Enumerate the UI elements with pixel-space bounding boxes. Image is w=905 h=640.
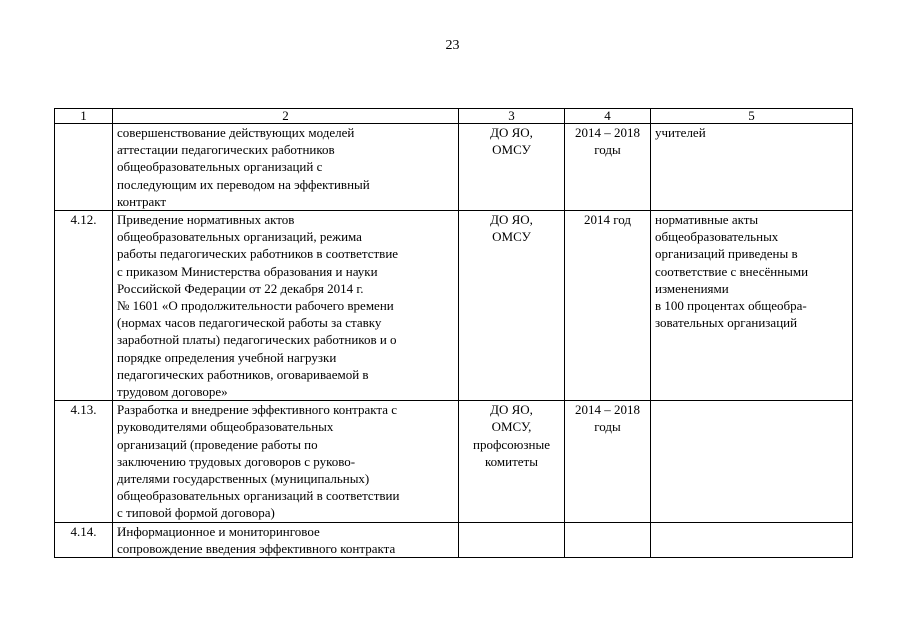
period-cell [565, 124, 651, 211]
cell-text-line: заработной платы) педагогических работников и о [117, 332, 397, 348]
cell-text-line: совершенствование действующих моделей [117, 125, 355, 140]
period-cell [565, 401, 651, 522]
cell-text-line: заключению трудовых договоров с руково- [117, 453, 356, 469]
cell-text-line: 2014 год [584, 212, 631, 228]
table-row [55, 211, 853, 401]
cell-text-line: ОМСУ [492, 142, 531, 158]
cell-text-line: ДО ЯО, [490, 125, 533, 140]
cell-text-line: с приказом Министерства образования и науки [117, 263, 378, 279]
cell-text-line: контракт [117, 193, 167, 209]
measures-table [54, 108, 853, 558]
result-cell [651, 522, 853, 557]
page-number: 23 [445, 38, 460, 53]
cell-text-line: № 1601 «О продолжительности рабочего времени [117, 298, 394, 314]
activity-cell [113, 124, 459, 211]
cell-text-line: нормативные акты [655, 212, 759, 228]
cell-text-line: дителями государственных (муниципальных) [117, 471, 370, 487]
cell-text-line: учителей [655, 125, 706, 140]
cell-text-line: ОМСУ, [491, 419, 532, 435]
cell-text-line: в 100 процентах общеобра- [655, 298, 807, 314]
executor-cell [459, 401, 565, 522]
table-row [55, 522, 853, 557]
cell-text-line: сопровождение введения эффективного контракта [117, 540, 396, 556]
cell-text-line: ДО ЯО, [490, 212, 533, 228]
row-number-cell [55, 124, 113, 211]
table-row [55, 401, 853, 522]
cell-text-line: зовательных организаций [655, 315, 798, 331]
header-cell-result: 5 [651, 109, 853, 124]
cell-text-line: организаций приведены в [655, 246, 798, 262]
period-cell [565, 522, 651, 557]
header-cell-executor: 3 [459, 109, 565, 124]
cell-text-line: порядке определения учебной нагрузки [117, 349, 337, 365]
cell-text-line: Информационное и мониторинговое [117, 523, 320, 539]
cell-text-line: комитеты [485, 453, 538, 469]
cell-text-line: (нормах часов педагогической работы за ставку [117, 315, 382, 331]
cell-text-line: последующим их переводом на эффективный [117, 176, 370, 192]
period-cell [565, 211, 651, 401]
cell-text-line: организаций (проведение работы по [117, 436, 318, 452]
cell-text-line: Разработка и внедрение эффективного контракта с [117, 402, 398, 418]
header-cell-period: 4 [565, 109, 651, 124]
cell-text-line: профсоюзные [473, 436, 550, 452]
cell-text-line: трудовом договоре» [117, 384, 228, 400]
cell-text-line: годы [594, 142, 621, 158]
activity-cell [113, 211, 459, 401]
cell-text-line: общеобразовательных организаций, режима [117, 229, 362, 245]
cell-text-line: общеобразовательных [655, 229, 779, 245]
cell-text-line: ОМСУ [492, 229, 531, 245]
row-number-cell: 4.13. [55, 401, 113, 522]
cell-text-line: ДО ЯО, [490, 402, 533, 418]
executor-cell [459, 211, 565, 401]
table-row [55, 124, 853, 211]
activity-cell [113, 401, 459, 522]
cell-text-line: руководителями общеобразовательных [117, 419, 334, 435]
cell-text-line: педагогических работников, оговариваемой в [117, 366, 369, 382]
cell-text-line: соответствие с внесёнными [655, 263, 809, 279]
row-number-cell: 4.12. [55, 211, 113, 401]
executor-cell [459, 124, 565, 211]
cell-text-line: аттестации педагогических работников [117, 142, 335, 158]
cell-text-line: работы педагогических работников в соответствие [117, 246, 399, 262]
result-cell [651, 124, 853, 211]
result-cell [651, 211, 853, 401]
cell-text-line: с типовой формой договора) [117, 505, 275, 521]
result-cell [651, 401, 853, 522]
cell-text-line: общеобразовательных организаций в соответствии [117, 488, 400, 504]
cell-text-line: 2014 – 2018 [575, 402, 640, 418]
row-number-cell: 4.14. [55, 522, 113, 557]
table-header-row [55, 109, 853, 124]
cell-text-line: изменениями [655, 280, 729, 296]
activity-cell [113, 522, 459, 557]
cell-text-line: Российской Федерации от 22 декабря 2014 г. [117, 280, 364, 296]
cell-text-line: Приведение нормативных актов [117, 212, 295, 228]
cell-text-line: 2014 – 2018 [575, 125, 640, 140]
header-cell-activity: 2 [113, 109, 459, 124]
header-cell-number: 1 [55, 109, 113, 124]
cell-text-line: общеобразовательных организаций с [117, 159, 323, 175]
executor-cell [459, 522, 565, 557]
cell-text-line: годы [594, 419, 621, 435]
